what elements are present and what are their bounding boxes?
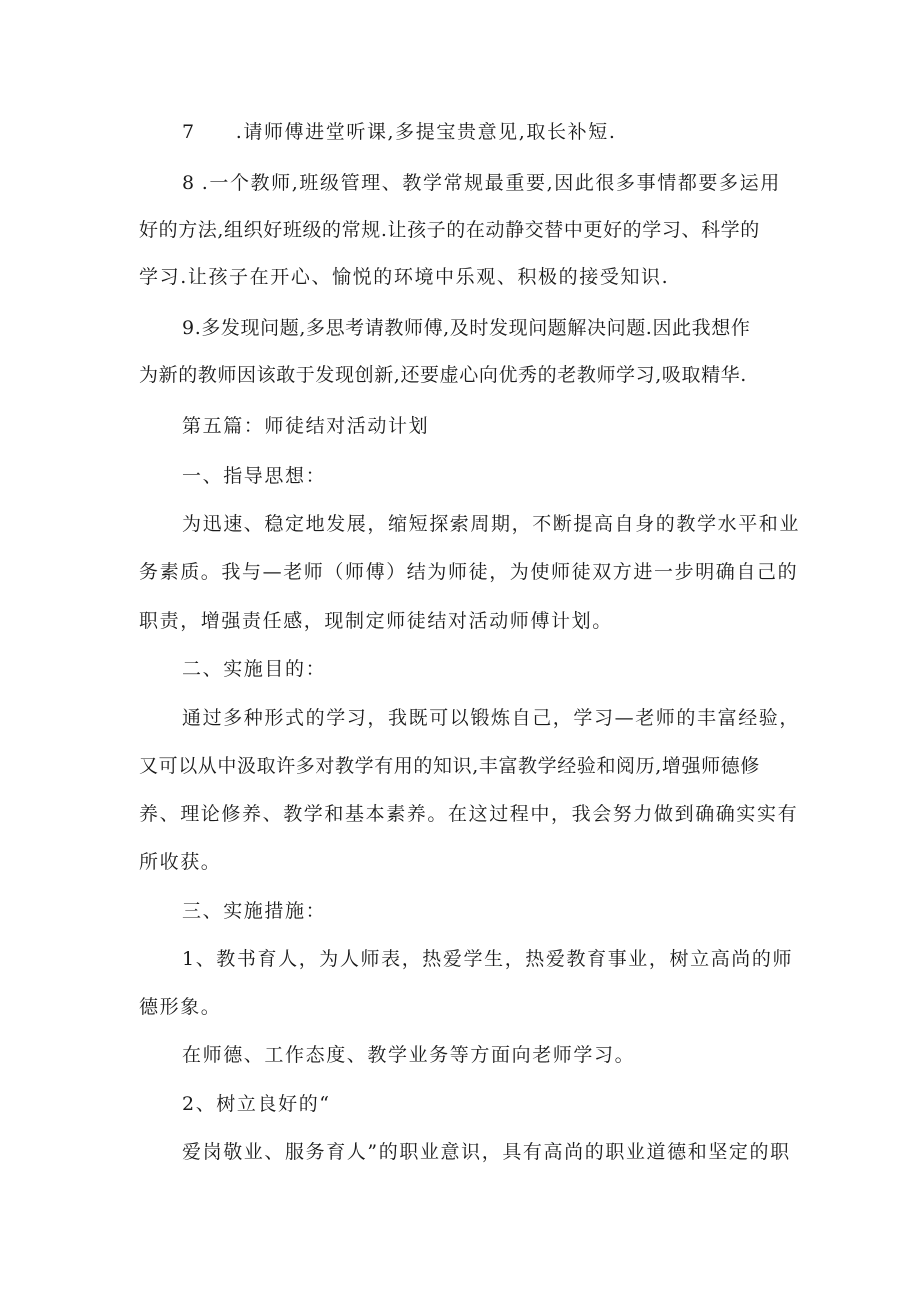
item-8-line-1 — [182, 171, 781, 195]
item-8-text-1: .一个教师,班级管理、教学常规最重要,因此很多事情都要多运用 — [201, 172, 781, 194]
part3-heading: 三、实施措施： — [182, 900, 327, 922]
item-7-number: 7 — [182, 121, 196, 143]
item-8-line-2: 好的方法,组织好班级的常规.让孩子的在动静交替中更好的学习、科学的 — [139, 219, 760, 241]
item-8-line-3: 学习.让孩子在开心、愉悦的环境中乐观、积极的接受知识. — [139, 266, 670, 288]
part1-heading: 一、指导思想： — [182, 465, 327, 487]
measure2-line-2: 爱岗敬业、服务育人”的职业意识，具有高尚的职业道德和坚定的职 — [182, 1141, 791, 1163]
part1-line-3: 职责，增强责任感，现制定师徒结对活动师傅计划。 — [139, 610, 613, 632]
part1-line-1: 为迅速、稳定地发展，缩短探索周期，不断提高自身的教学水平和业 — [182, 513, 801, 535]
measure1-note: 在师德、工作态度、教学业务等方面向老师学习。 — [182, 1044, 636, 1066]
part2-heading: 二、实施目的： — [182, 658, 327, 680]
measure1-line-1: 1、教书育人，为人师表，热爱学生，热爱教育事业，树立高尚的师 — [182, 948, 794, 970]
part2-line-2: 又可以从中汲取许多对教学有用的知识,丰富教学经验和阅历,增强师德修 — [139, 755, 760, 777]
part2-line-4: 所收获。 — [139, 851, 222, 873]
part2-line-3: 养、理论修养、教学和基本素养。在这过程中，我会努力做到确确实实有 — [139, 803, 799, 825]
measure2-line-1: 2、树立良好的“ — [182, 1093, 331, 1115]
measure1-line-2: 德形象。 — [139, 996, 222, 1018]
item-7 — [182, 120, 616, 144]
item-8-number: 8 — [182, 172, 196, 194]
section-title: 第五篇：师徒结对活动计划 — [182, 415, 430, 437]
part2-line-1: 通过多种形式的学习，我既可以锻炼自己，学习—老师的丰富经验， — [182, 707, 801, 729]
item-7-text: .请师傅进堂听课,多提宝贵意见,取长补短. — [235, 121, 617, 143]
item-9-line-1: 9.多发现问题,多思考请教师傅,及时发现问题解决问题.因此我想作 — [182, 317, 751, 339]
part1-line-2: 务素质。我与—老师（师傅）结为师徒，为使师徒双方进一步明确自己的 — [139, 561, 799, 583]
item-9-line-2: 为新的教师因该敢于发现创新,还要虚心向优秀的老教师学习,吸取精华. — [139, 364, 747, 386]
